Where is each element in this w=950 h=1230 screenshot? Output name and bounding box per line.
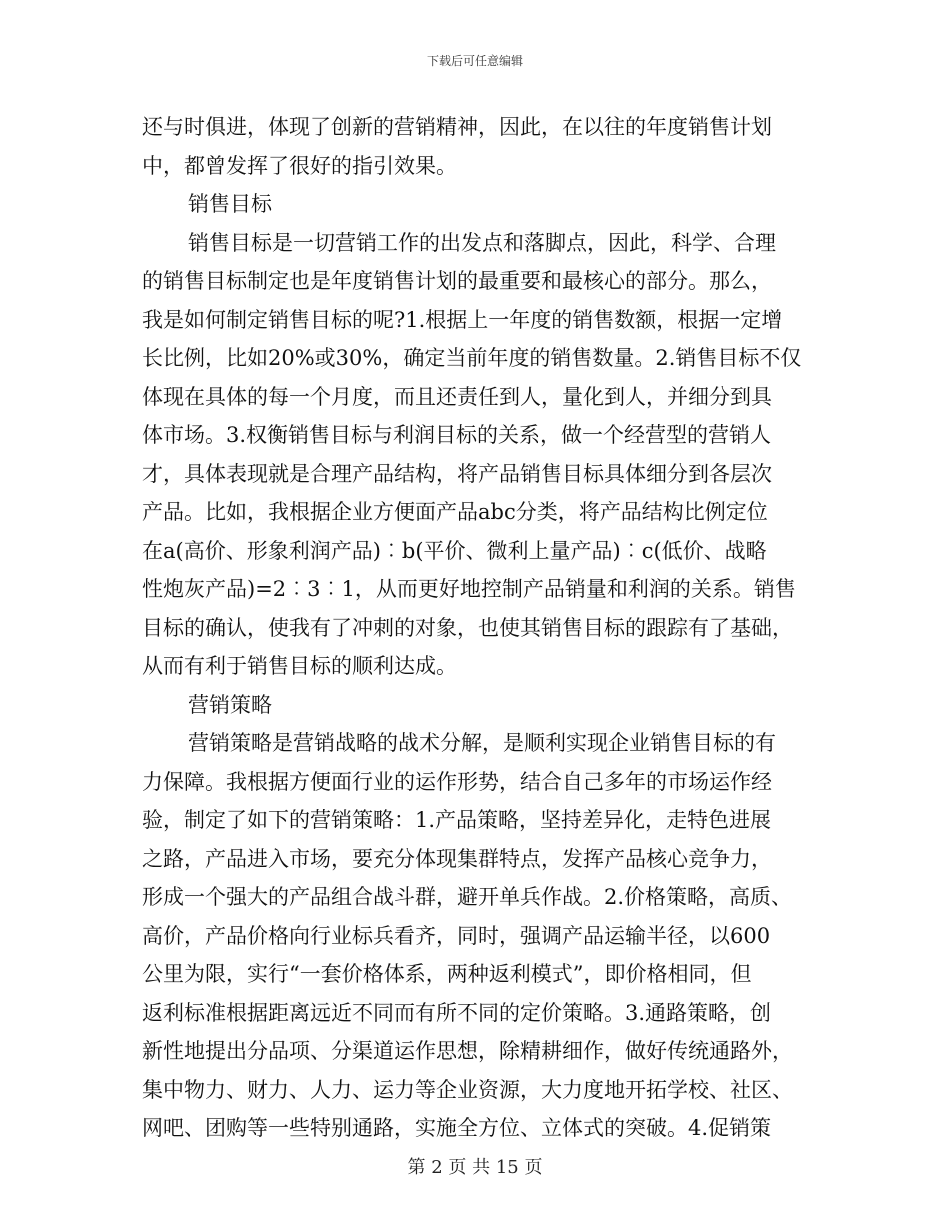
text-line: 产品。比如，我根据企业方便面产品abc分类，将产品结构比例定位: [142, 500, 768, 524]
page-header: 下载后可任意编辑: [426, 54, 523, 68]
text-line: 才，具体表现就是合理产品结构，将产品销售目标具体细分到各层次: [142, 461, 772, 486]
text-line: 之路，产品进入市场，要充分体现集群特点，发挥产品核心竞争力，: [142, 846, 772, 871]
text-line: 从而有利于销售目标的顺利达成。: [142, 654, 457, 678]
text-line: 长比例，比如20%或30%，确定当前年度的销售数量。2.销售目标不仅: [142, 346, 802, 370]
text-line: 体现在具体的每一个月度，而且还责任到人，量化到人，并细分到具: [142, 384, 772, 409]
text-line: 新性地提出分品项、分渠道运作思想，除精耕细作，做好传统通路外，: [142, 1039, 793, 1063]
text-line: 网吧、团购等一些特别通路，实施全方位、立体式的突破。4.促销策: [142, 1116, 772, 1140]
text-line: 力保障。我根据方便面行业的运作形势，结合自己多年的市场运作经: [142, 769, 772, 794]
text-line: 在a(高价、形象利润产品)︰b(平价、微利上量产品)︰c(低价、战略: [142, 538, 767, 563]
text-line: 销售目标: [188, 192, 272, 216]
text-line: 中，都曾发挥了很好的指引效果。: [142, 153, 457, 178]
text-line: 体市场。3.权衡销售目标与利润目标的关系，做一个经营型的营销人: [142, 423, 772, 447]
text-line: 我是如何制定销售目标的呢?1.根据上一年度的销售数额，根据一定增: [142, 307, 783, 332]
text-line: 营销策略是营销战略的战术分解，是顺利实现企业销售目标的有: [188, 731, 776, 755]
text-line: 公里为限，实行“一套价格体系，两种返利模式”，即价格相同，但: [142, 962, 752, 986]
text-line: 还与时俱进，体现了创新的营销精神，因此，在以往的年度销售计划: [142, 115, 772, 139]
text-line: 营销策略: [188, 692, 272, 717]
document-body: [142, 108, 810, 1148]
text-line: 形成一个强大的产品组合战斗群，避开单兵作战。2.价格策略，高质、: [142, 885, 793, 909]
text-line: 验，制定了如下的营销策略：1.产品策略，坚持差异化，走特色进展: [142, 808, 772, 832]
text-line: 性炮灰产品)=2︰3︰1，从而更好地控制产品销量和利润的关系。销售: [142, 577, 796, 601]
text-line: 集中物力、财力、人力、运力等企业资源，大力度地开拓学校、社区、: [142, 1077, 793, 1102]
text-line: 高价，产品价格向行业标兵看齐，同时，强调产品运输半径，以600: [142, 923, 771, 948]
text-line: 目标的确认，使我有了冲刺的对象，也使其销售目标的跟踪有了基础，: [142, 615, 793, 640]
text-line: 的销售目标制定也是年度销售计划的最重要和最核心的部分。那么，: [142, 269, 772, 293]
text-line: 销售目标是一切营销工作的出发点和落脚点，因此，科学、合理: [188, 230, 776, 255]
text-line: 返利标准根据距离远近不同而有所不同的定价策略。3.通路策略，创: [142, 1000, 772, 1025]
page-footer: 第 2 页 共 15 页: [407, 1157, 543, 1178]
